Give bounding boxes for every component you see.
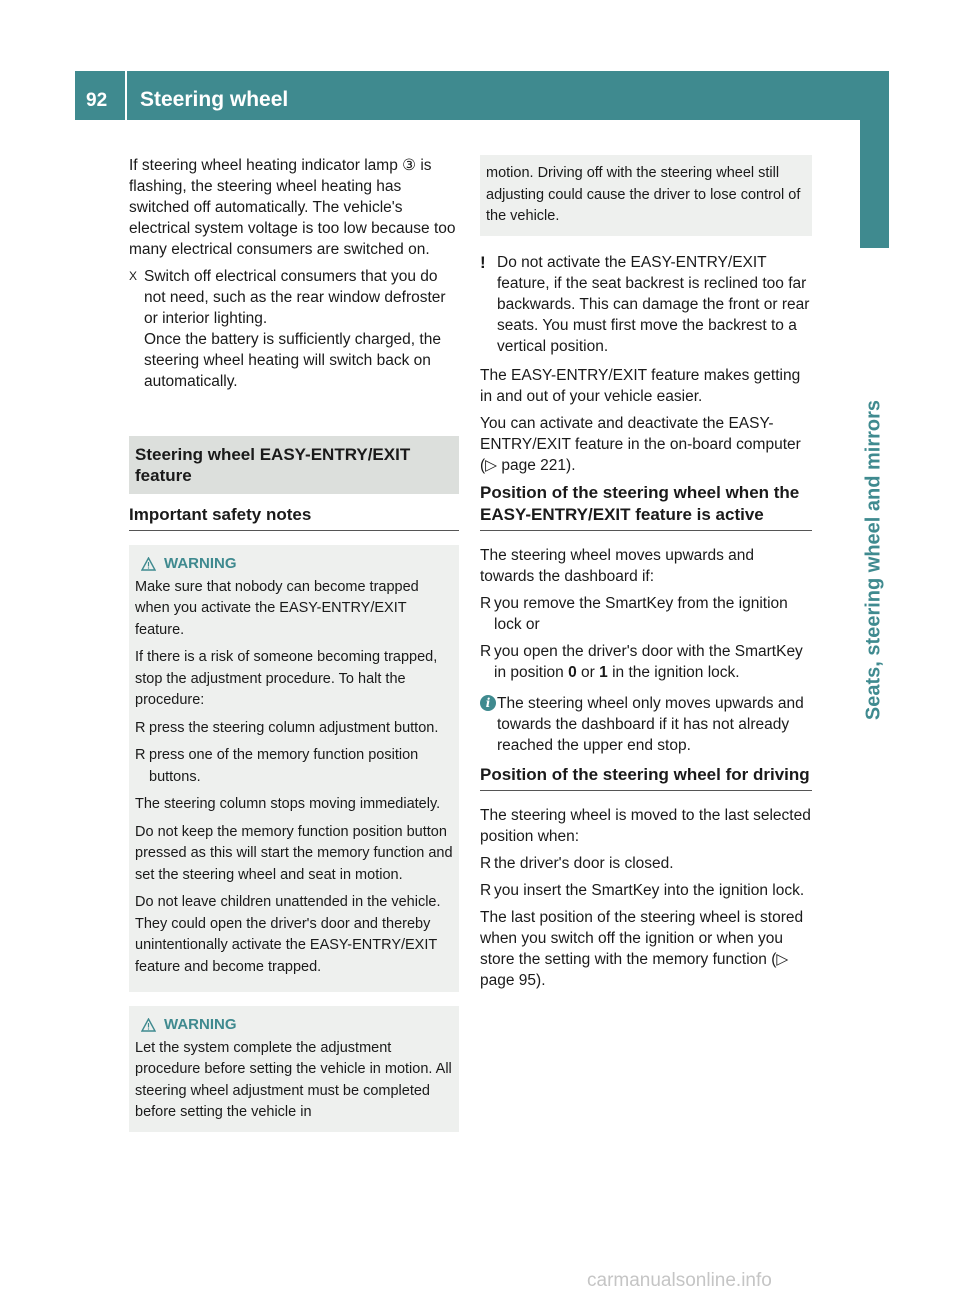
list-item (480, 641, 812, 683)
warning-header (135, 553, 453, 575)
body-paragraph: The steering wheel moves upwards and towards the dashboard if: (480, 546, 754, 585)
list-item (135, 745, 453, 788)
action-arrow-icon: X (129, 269, 138, 283)
action-result: Once the battery is sufficiently charged, the steering wheel heating will switch back on automatically. (144, 331, 441, 390)
bullet-icon: R (135, 747, 146, 763)
warning-label: WARNING (164, 1016, 237, 1033)
list-item-text: you insert the SmartKey into the ignition lock. (494, 881, 805, 899)
list-item-text: the driver's door is closed. (494, 854, 674, 872)
position-1: 1 (599, 663, 608, 681)
page-number: 92 (86, 90, 108, 111)
list-item (480, 880, 812, 901)
bullet-icon: R (135, 719, 146, 736)
body-paragraph: The steering wheel is moved to the last selected position when: (480, 806, 811, 845)
bullet-icon: R (480, 594, 492, 612)
chapter-side-label: Seats, steering wheel and mirrors (862, 399, 885, 721)
warning-paragraph: Make sure that nobody can become trapped when you activate the EASY-ENTRY/EXIT feature. (135, 578, 419, 638)
left-column (129, 155, 459, 1132)
info-icon: i (480, 695, 496, 711)
action-text: Switch off electrical consumers that you do not need, such as the rear window defroster or interior lighting. (144, 268, 446, 327)
caution-note (480, 252, 812, 357)
position-0: 0 (568, 663, 577, 681)
body-paragraph: You can activate and deactivate the EASY-ENTRY/EXIT feature in the on-board computer (▷ page 221). (480, 414, 801, 474)
warning-continuation (480, 155, 812, 236)
watermark: carmanualsonline.info (587, 1270, 772, 1291)
section-title: Steering wheel EASY-ENTRY/EXIT feature (129, 436, 459, 494)
subhead-driving-position: Position of the steering wheel for driving (480, 764, 812, 791)
warning-paragraph: The steering column stops moving immediately. (135, 796, 441, 812)
list-item-text-part: or (576, 663, 600, 681)
warning-triangle-icon (141, 557, 156, 571)
list-item-text-part: in the ignition lock. (607, 663, 740, 681)
info-text: The steering wheel only moves upwards and towards the dashboard if it has not already reached the upper end stop. (497, 694, 804, 754)
page-title: Steering wheel (140, 88, 289, 111)
header-divider (125, 71, 127, 120)
subhead-safety: Important safety notes (129, 504, 459, 531)
warning-paragraph: Let the system complete the adjustment procedure before setting the vehicle in motion. All steering wheel adjustment must be completed before setting the vehicle in (135, 1039, 452, 1120)
bullet-icon: R (480, 881, 492, 899)
list-item-text: press one of the memory function position buttons. (149, 747, 419, 785)
list-item (135, 718, 453, 740)
warning-paragraph: motion. Driving off with the steering wheel still adjusting could cause the driver to lose control of the vehicle. (486, 165, 801, 224)
body-paragraph: The EASY-ENTRY/EXIT feature makes getting in and out of your vehicle easier. (480, 366, 801, 405)
warning-header (135, 1014, 453, 1036)
warning-triangle-icon (141, 1018, 156, 1032)
warning-paragraph: If there is a risk of someone becoming trapped, stop the adjustment procedure. To halt the procedure: (135, 649, 438, 708)
warning-paragraph: Do not keep the memory function position button pressed as this will start the memory function and set the steering wheel and seat in motion. (135, 823, 453, 883)
warning-paragraph: Do not leave children unattended in the vehicle. They could open the driver's door and thereby unintentionally activate the EASY-ENTRY/EXIT feature and become trapped. (135, 894, 441, 975)
intro-paragraph: If steering wheel heating indicator lamp ③ is flashing, the steering wheel heating has switched off automatically. The vehicle's electrical system voltage is too low because too many electrical consumers are switched on. (129, 157, 456, 258)
right-column (480, 155, 812, 997)
caution-icon: ! (480, 252, 486, 272)
list-item (480, 593, 812, 635)
subhead-entry-position: Position of the steering wheel when the EASY-ENTRY/EXIT feature is active (480, 482, 812, 531)
info-note (480, 693, 812, 756)
body-paragraph: The last position of the steering wheel is stored when you switch off the ignition or when you store the setting with the memory function (▷ page 95). (480, 908, 804, 989)
warning-box (129, 545, 459, 992)
bullet-icon: R (480, 642, 492, 660)
action-step (129, 266, 459, 392)
warning-label: WARNING (164, 555, 237, 572)
list-item-text: press the steering column adjustment button. (149, 719, 439, 736)
caution-text: Do not activate the EASY-ENTRY/EXIT feature, if the seat backrest is reclined too far backwards. This can damage the front or rear seats. You must first move the backrest to a vertical position. (497, 253, 810, 355)
warning-box-2 (129, 1006, 459, 1132)
list-item-text: you remove the SmartKey from the ignition lock or (494, 594, 788, 633)
list-item-text-part: you open the driver's door with the SmartKey in position (494, 642, 803, 681)
side-tab (860, 120, 889, 248)
list-item (480, 853, 812, 874)
bullet-icon: R (480, 854, 492, 872)
list-item-text (494, 643, 803, 681)
